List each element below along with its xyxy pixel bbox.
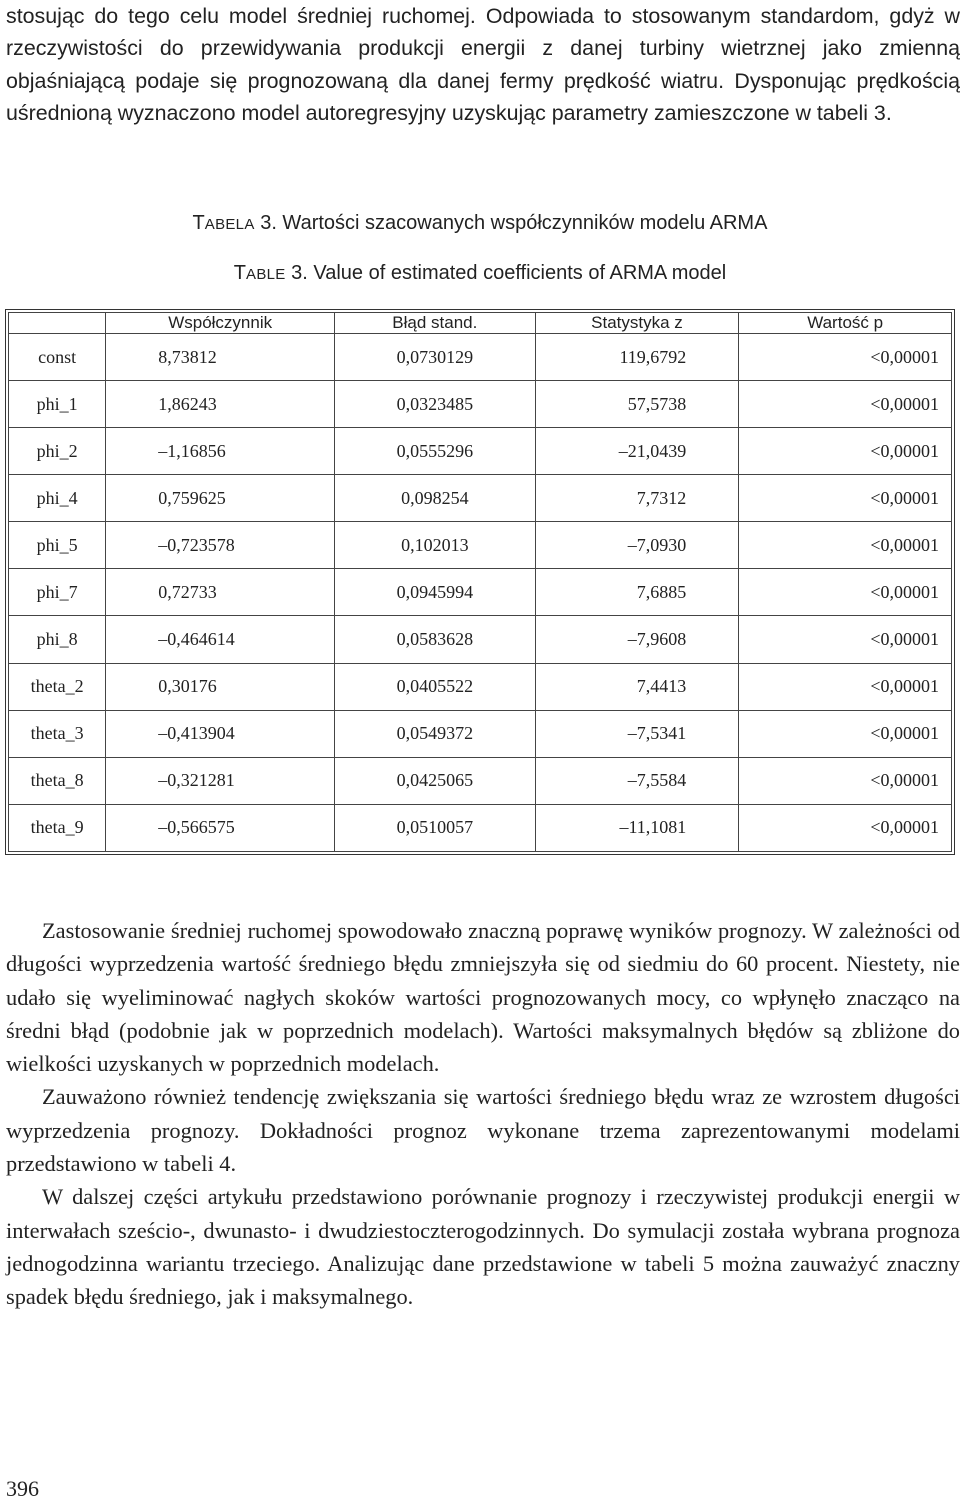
std-error-value: 0,0405522 (335, 663, 536, 710)
row-label: phi_7 (9, 569, 106, 616)
p-value: <0,00001 (739, 804, 952, 851)
row-label: phi_8 (9, 616, 106, 663)
p-value: <0,00001 (739, 757, 952, 804)
paragraph: Zastosowanie średniej ruchomej spowodowało znaczną poprawę wyników prognozy. W zależności od długości wyprzedzenia wartość średniego błędu zmniejszyła się od siedmiu do 60 procent. Niestety, nie udało się wyeliminować nagłych skoków wartości prognozowanych mocy, co wpłynęło znacząco na średni błąd (podobnie jak w poprzednich modelach). Wartości maksymalnych błędów są zbliżone do wielkości uzyskanych w poprzednich modelach. (6, 918, 960, 1077)
p-value: <0,00001 (739, 663, 952, 710)
table-row (9, 710, 952, 757)
coefficients-table (8, 312, 952, 852)
std-error-value: 0,0583628 (335, 616, 536, 663)
row-label: phi_2 (9, 428, 106, 475)
caption-label-smallcaps: ABLE (246, 266, 286, 283)
table-body (9, 334, 952, 852)
table-row (9, 616, 952, 663)
z-statistic-value: 7,6885 (535, 569, 739, 616)
row-label: theta_9 (9, 804, 106, 851)
z-statistic-value: –21,0439 (535, 428, 739, 475)
header-coefficient: Współczynnik (106, 313, 335, 334)
coefficient-value: –0,566575 (106, 804, 335, 851)
std-error-value: 0,0323485 (335, 381, 536, 428)
caption-text: 3. Wartości szacowanych współczynników modelu ARMA (254, 212, 768, 234)
p-value: <0,00001 (739, 475, 952, 522)
paragraph: W dalszej części artykułu przedstawiono porównanie prognozy i rzeczywistej produkcji energii w interwałach sześcio-, dwunasto- i dwudziestoczterogodzinnych. Do symulacji została wybrana prognoza jednogodzinna wariantu trzeciego. Analizując dane przedstawione w tabeli 5 można zauważyć znaczny spadek błędu średniego, jak i maksymalnego. (6, 1184, 960, 1310)
table-row (9, 381, 952, 428)
p-value: <0,00001 (739, 710, 952, 757)
row-label: phi_4 (9, 475, 106, 522)
caption-label-smallcaps: ABELA (204, 216, 255, 233)
z-statistic-value: 7,4413 (535, 663, 739, 710)
p-value: <0,00001 (739, 569, 952, 616)
z-statistic-value: 119,6792 (535, 334, 739, 381)
coefficient-value: 8,73812 (106, 334, 335, 381)
caption-text: 3. Value of estimated coefficients of ARMA model (285, 262, 727, 284)
z-statistic-value: –7,5584 (535, 757, 739, 804)
table-row (9, 569, 952, 616)
table-caption-english (0, 262, 960, 285)
caption-label-initial: T (233, 262, 247, 284)
z-statistic-value: –7,5341 (535, 710, 739, 757)
std-error-value: 0,0510057 (335, 804, 536, 851)
p-value: <0,00001 (739, 616, 952, 663)
table-row (9, 522, 952, 569)
page-number: 396 (6, 1476, 39, 1501)
table-caption-polish (0, 212, 960, 235)
coefficient-value: –0,723578 (106, 522, 335, 569)
coefficient-value: 0,759625 (106, 475, 335, 522)
header-empty (9, 313, 106, 334)
coefficient-value: –1,16856 (106, 428, 335, 475)
std-error-value: 0,0730129 (335, 334, 536, 381)
coefficient-value: 0,72733 (106, 569, 335, 616)
table-header-row (9, 313, 952, 334)
coefficient-value: –0,321281 (106, 757, 335, 804)
row-label: const (9, 334, 106, 381)
p-value: <0,00001 (739, 522, 952, 569)
p-value: <0,00001 (739, 334, 952, 381)
row-label: theta_3 (9, 710, 106, 757)
z-statistic-value: –7,9608 (535, 616, 739, 663)
z-statistic-value: –11,1081 (535, 804, 739, 851)
row-label: theta_2 (9, 663, 106, 710)
intro-paragraph: stosując do tego celu model średniej ruchomej. Odpowiada to stosowanym standardom, gdyż w rzeczywistości do przewidywania produkcji energii z danej turbiny wietrznej jako zmienną objaśniającą podaje się prognozowaną dla danej fermy prędkość wiatru. Dysponując prędkością uśrednioną wyznaczono model autoregresyjny uzyskując parametry zamieszczone w tabeli 3. (6, 4, 960, 125)
std-error-value: 0,102013 (335, 522, 536, 569)
row-label: theta_8 (9, 757, 106, 804)
table-row (9, 334, 952, 381)
coefficient-value: –0,413904 (106, 710, 335, 757)
std-error-value: 0,098254 (335, 475, 536, 522)
body-text (6, 914, 960, 1314)
table-row (9, 804, 952, 851)
p-value: <0,00001 (739, 428, 952, 475)
table-row (9, 663, 952, 710)
coefficient-value: 1,86243 (106, 381, 335, 428)
coefficient-value: 0,30176 (106, 663, 335, 710)
caption-label-initial: T (192, 212, 205, 234)
row-label: phi_5 (9, 522, 106, 569)
table-row (9, 475, 952, 522)
paragraph: Zauważono również tendencję zwiększania się wartości średniego błędu wraz ze wzrostem długości wyprzedzenia prognozy. Dokładności prognoz wykonane trzema zaprezentowanymi modelami przedstawiono w tabeli 4. (6, 1084, 960, 1177)
table-row (9, 757, 952, 804)
z-statistic-value: –7,0930 (535, 522, 739, 569)
std-error-value: 0,0549372 (335, 710, 536, 757)
row-label: phi_1 (9, 381, 106, 428)
header-std-error: Błąd stand. (335, 313, 536, 334)
header-z-statistic: Statystyka z (535, 313, 739, 334)
std-error-value: 0,0425065 (335, 757, 536, 804)
z-statistic-value: 7,7312 (535, 475, 739, 522)
std-error-value: 0,0555296 (335, 428, 536, 475)
table-row (9, 428, 952, 475)
coefficients-table-frame (5, 309, 955, 855)
p-value: <0,00001 (739, 381, 952, 428)
z-statistic-value: 57,5738 (535, 381, 739, 428)
std-error-value: 0,0945994 (335, 569, 536, 616)
coefficient-value: –0,464614 (106, 616, 335, 663)
header-p-value: Wartość p (739, 313, 952, 334)
